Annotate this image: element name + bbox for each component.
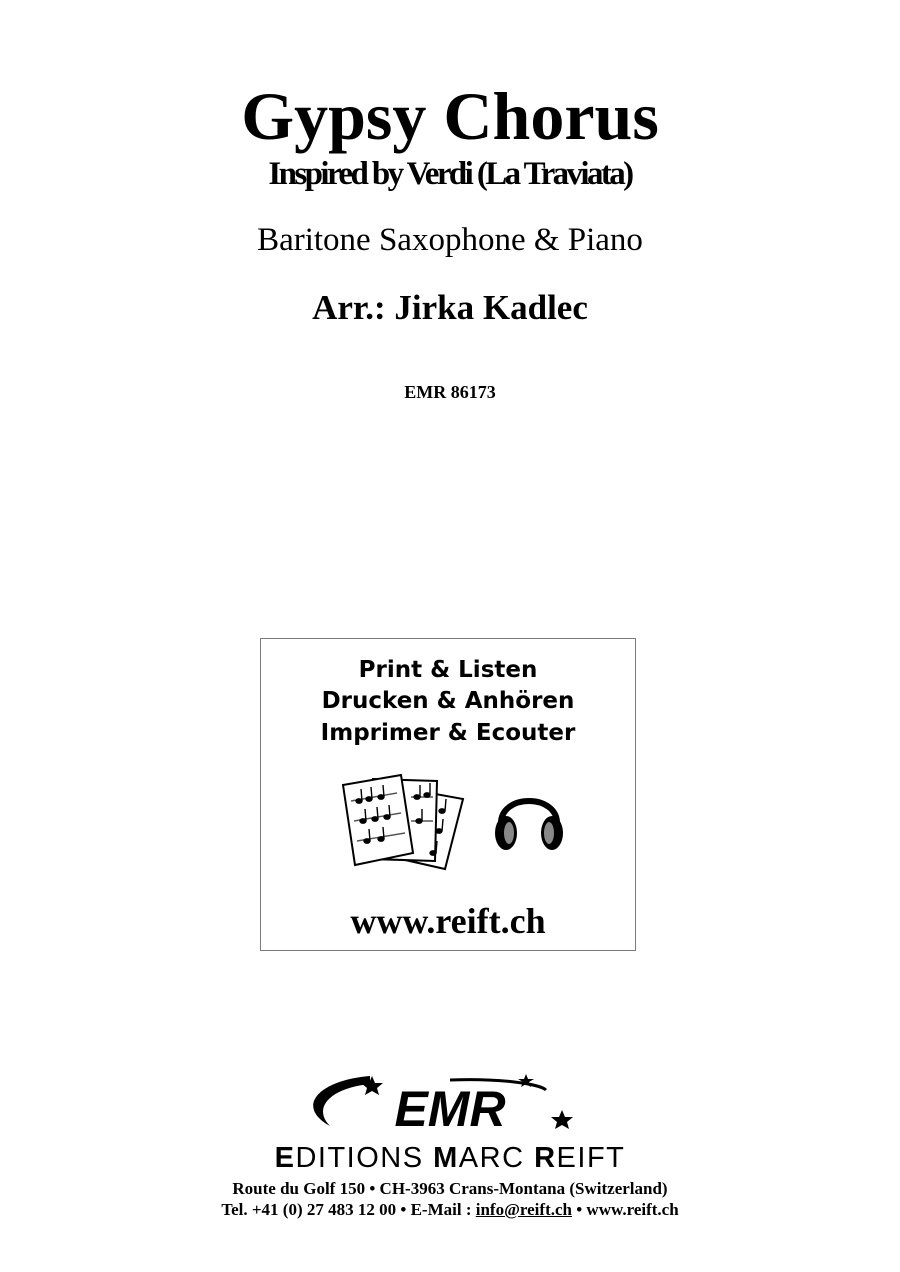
page-title: Gypsy Chorus: [241, 78, 659, 154]
contact-phone: Tel. +41 (0) 27 483 12 00 • E-Mail :: [221, 1200, 476, 1219]
print-listen-box: [260, 638, 636, 951]
publisher-initial-m: M: [433, 1142, 459, 1174]
promo-line-drucken: Drucken & Anhören: [321, 688, 575, 714]
instrumentation: Baritone Saxophone & Piano: [257, 222, 643, 258]
promo-line-imprimer: Imprimer & Ecouter: [320, 720, 576, 746]
catalog-number: EMR 86173: [404, 382, 496, 402]
sheet-music-icon: [339, 771, 469, 871]
publisher-word-ditions: DITIONS: [295, 1142, 434, 1174]
logo-emr-text: EMR: [394, 1081, 506, 1137]
promo-line-print-listen: Print & Listen: [358, 657, 538, 683]
publisher-initial-e: E: [274, 1142, 296, 1174]
headphones-icon: [493, 781, 565, 855]
publisher-initial-r: R: [534, 1142, 557, 1174]
email-link[interactable]: info@reift.ch: [475, 1200, 572, 1219]
publisher-word-arc: ARC: [458, 1142, 535, 1174]
contact-website: • www.reift.ch: [571, 1200, 679, 1219]
publisher-name: [0, 1142, 900, 1174]
subtitle: Inspired by Verdi (La Traviata): [268, 156, 632, 192]
publisher-word-eift: EIFT: [556, 1142, 626, 1174]
publisher-contact: [0, 1199, 900, 1221]
promo-website: www.reift.ch: [350, 901, 546, 941]
arranger: Arr.: Jirka Kadlec: [312, 288, 588, 327]
publisher-address: Route du Golf 150 • CH-3963 Crans-Montana (Switzerland): [232, 1179, 668, 1198]
emr-logo: [300, 1070, 600, 1142]
